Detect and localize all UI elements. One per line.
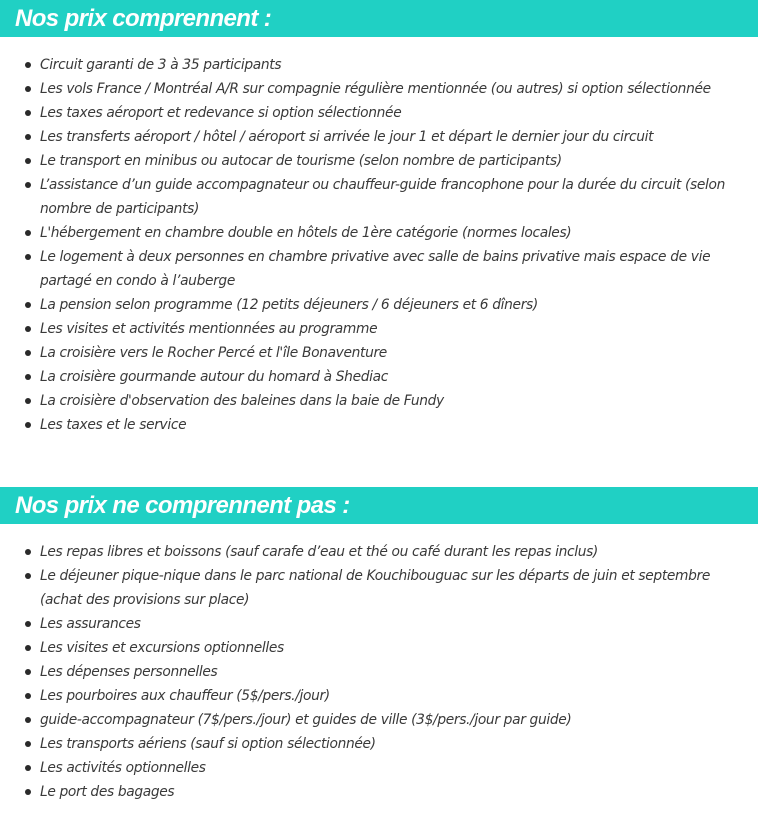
included-list-item bbox=[0, 389, 758, 413]
included-section-title: Nos prix comprennent : bbox=[0, 0, 758, 37]
list-item-text: Les taxes et le service bbox=[40, 417, 187, 433]
bullet-icon bbox=[25, 158, 31, 164]
bullet-icon bbox=[25, 741, 31, 747]
list-item-text: Les transferts aéroport / hôtel / aéroport si arrivée le jour 1 et départ le dernier jour du circuit bbox=[40, 129, 654, 145]
list-item-text: Les visites et activités mentionnées au programme bbox=[40, 321, 378, 337]
list-item-text: La croisière vers le Rocher Percé et l'île Bonaventure bbox=[40, 345, 387, 361]
bullet-icon bbox=[25, 422, 31, 428]
excluded-list-item bbox=[0, 780, 758, 804]
excluded-list-item bbox=[0, 732, 758, 756]
included-list-item bbox=[0, 221, 758, 245]
bullet-icon bbox=[25, 134, 31, 140]
included-list-item bbox=[0, 125, 758, 149]
excluded-list-item bbox=[0, 540, 758, 564]
excluded-list-item bbox=[0, 660, 758, 684]
included-list-item bbox=[0, 413, 758, 437]
bullet-icon bbox=[25, 302, 31, 308]
bullet-icon bbox=[25, 789, 31, 795]
list-item-text: Le déjeuner pique-nique dans le parc national de Kouchibouguac sur les départs de juin et septembre (achat des provisions sur place) bbox=[40, 568, 710, 608]
excluded-list-item bbox=[0, 756, 758, 780]
list-item-text: L’assistance d’un guide accompagnateur ou chauffeur-guide francophone pour la durée du circuit (selon nombre de participants) bbox=[40, 177, 725, 217]
excluded-list-item bbox=[0, 708, 758, 732]
list-item-text: Les visites et excursions optionnelles bbox=[40, 640, 284, 656]
list-item-text: La pension selon programme (12 petits déjeuners / 6 déjeuners et 6 dîners) bbox=[40, 297, 538, 313]
bullet-icon bbox=[25, 182, 31, 188]
list-item-text: Les pourboires aux chauffeur (5$/pers./jour) bbox=[40, 688, 330, 704]
included-list-item bbox=[0, 365, 758, 389]
list-item-text: Le transport en minibus ou autocar de tourisme (selon nombre de participants) bbox=[40, 153, 562, 169]
excluded-list-item bbox=[0, 564, 758, 612]
bullet-icon bbox=[25, 765, 31, 771]
bullet-icon bbox=[25, 717, 31, 723]
bullet-icon bbox=[25, 549, 31, 555]
list-item-text: Le logement à deux personnes en chambre privative avec salle de bains privative mais espace de vie partagé en condo à l’auberge bbox=[40, 249, 711, 289]
included-list-item bbox=[0, 293, 758, 317]
included-list-item bbox=[0, 317, 758, 341]
list-item-text: La croisière gourmande autour du homard à Shediac bbox=[40, 369, 388, 385]
bullet-icon bbox=[25, 62, 31, 68]
list-item-text: Les vols France / Montréal A/R sur compagnie régulière mentionnée (ou autres) si option sélectionnée bbox=[40, 81, 711, 97]
list-item-text: Circuit garanti de 3 à 35 participants bbox=[40, 57, 282, 73]
list-item-text: Les taxes aéroport et redevance si option sélectionnée bbox=[40, 105, 402, 121]
list-item-text: L'hébergement en chambre double en hôtels de 1ère catégorie (normes locales) bbox=[40, 225, 572, 241]
list-item-text: Les activités optionnelles bbox=[40, 760, 206, 776]
bullet-icon bbox=[25, 230, 31, 236]
excluded-list bbox=[0, 540, 758, 804]
included-list-item bbox=[0, 53, 758, 77]
bullet-icon bbox=[25, 254, 31, 260]
included-list bbox=[0, 53, 758, 437]
excluded-list-item bbox=[0, 612, 758, 636]
included-list-item bbox=[0, 149, 758, 173]
bullet-icon bbox=[25, 669, 31, 675]
list-item-text: guide-accompagnateur (7$/pers./jour) et guides de ville (3$/pers./jour par guide) bbox=[40, 712, 572, 728]
bullet-icon bbox=[25, 693, 31, 699]
bullet-icon bbox=[25, 350, 31, 356]
included-list-item bbox=[0, 245, 758, 293]
list-item-text: Le port des bagages bbox=[40, 784, 175, 800]
list-item-text: Les transports aériens (sauf si option sélectionnée) bbox=[40, 736, 376, 752]
bullet-icon bbox=[25, 573, 31, 579]
bullet-icon bbox=[25, 326, 31, 332]
list-item-text: Les dépenses personnelles bbox=[40, 664, 218, 680]
excluded-section-title: Nos prix ne comprennent pas : bbox=[0, 487, 758, 524]
bullet-icon bbox=[25, 86, 31, 92]
included-list-item bbox=[0, 77, 758, 101]
included-list-item bbox=[0, 101, 758, 125]
bullet-icon bbox=[25, 110, 31, 116]
included-list-item bbox=[0, 173, 758, 221]
excluded-list-item bbox=[0, 684, 758, 708]
bullet-icon bbox=[25, 374, 31, 380]
list-item-text: La croisière d'observation des baleines dans la baie de Fundy bbox=[40, 393, 444, 409]
bullet-icon bbox=[25, 645, 31, 651]
bullet-icon bbox=[25, 398, 31, 404]
excluded-list-item bbox=[0, 636, 758, 660]
list-item-text: Les assurances bbox=[40, 616, 141, 632]
included-list-item bbox=[0, 341, 758, 365]
list-item-text: Les repas libres et boissons (sauf carafe d’eau et thé ou café durant les repas inclus) bbox=[40, 544, 598, 560]
bullet-icon bbox=[25, 621, 31, 627]
